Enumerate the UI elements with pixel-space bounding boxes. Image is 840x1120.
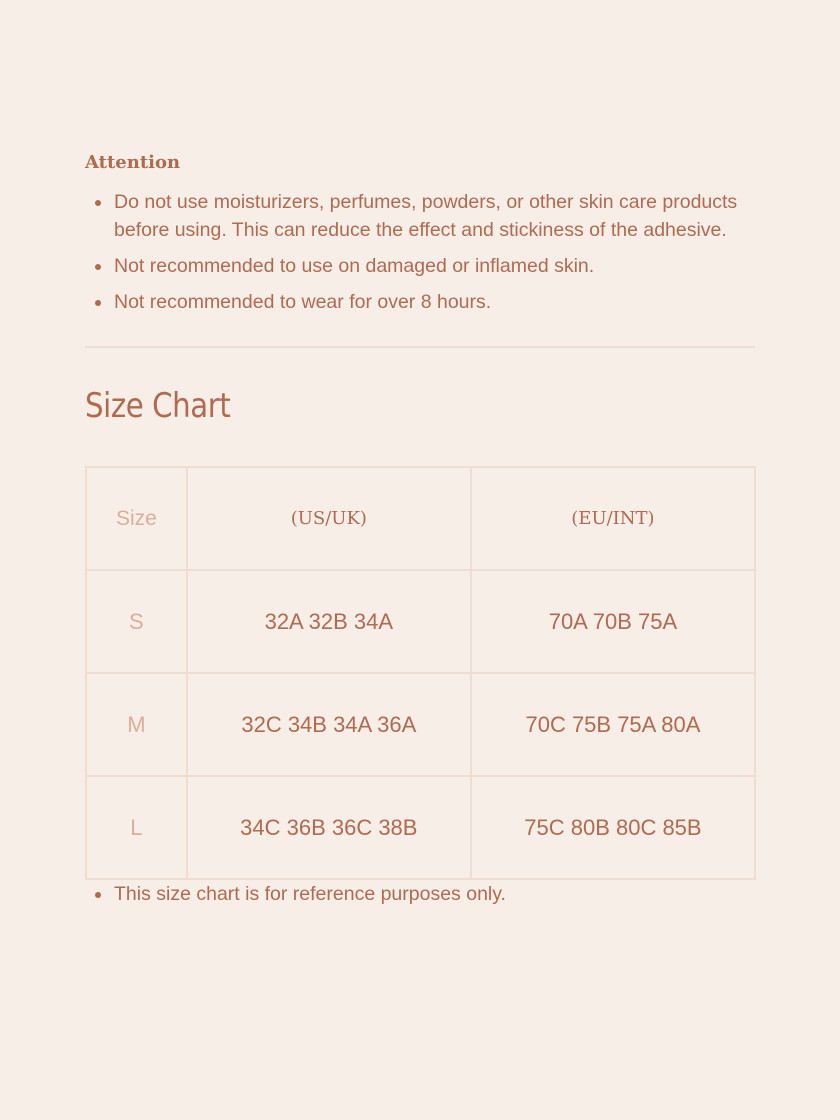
size-cell: M: [86, 673, 187, 776]
size-chart-table: [85, 466, 756, 880]
header-size: Size: [86, 467, 187, 570]
size-cell: L: [86, 776, 187, 879]
us-uk-cell: 34C 36B 36C 38B: [187, 776, 471, 879]
section-divider: [85, 346, 755, 348]
eu-int-cell: 70C 75B 75A 80A: [471, 673, 755, 776]
attention-item: Not recommended to use on damaged or inflamed skin.: [85, 252, 755, 280]
table-row: [86, 673, 755, 776]
eu-int-cell: 75C 80B 80C 85B: [471, 776, 755, 879]
eu-int-cell: 70A 70B 75A: [471, 570, 755, 673]
size-chart-note: This size chart is for reference purposes only.: [85, 880, 755, 908]
size-note-list: [85, 880, 755, 908]
table-row: [86, 776, 755, 879]
attention-item: Do not use moisturizers, perfumes, powders, or other skin care products before using. This can reduce the effect and stickiness of the adhesive.: [85, 188, 755, 244]
table-header-row: [86, 467, 755, 570]
table-row: [86, 570, 755, 673]
product-info-section: [85, 150, 755, 916]
header-eu-int: (EU/INT): [471, 467, 755, 570]
us-uk-cell: 32C 34B 34A 36A: [187, 673, 471, 776]
us-uk-cell: 32A 32B 34A: [187, 570, 471, 673]
attention-heading: Attention: [85, 152, 181, 173]
size-cell: S: [86, 570, 187, 673]
size-chart-title: Size Chart: [85, 386, 231, 426]
header-us-uk: (US/UK): [187, 467, 471, 570]
attention-list: [85, 188, 755, 316]
attention-item: Not recommended to wear for over 8 hours.: [85, 288, 755, 316]
